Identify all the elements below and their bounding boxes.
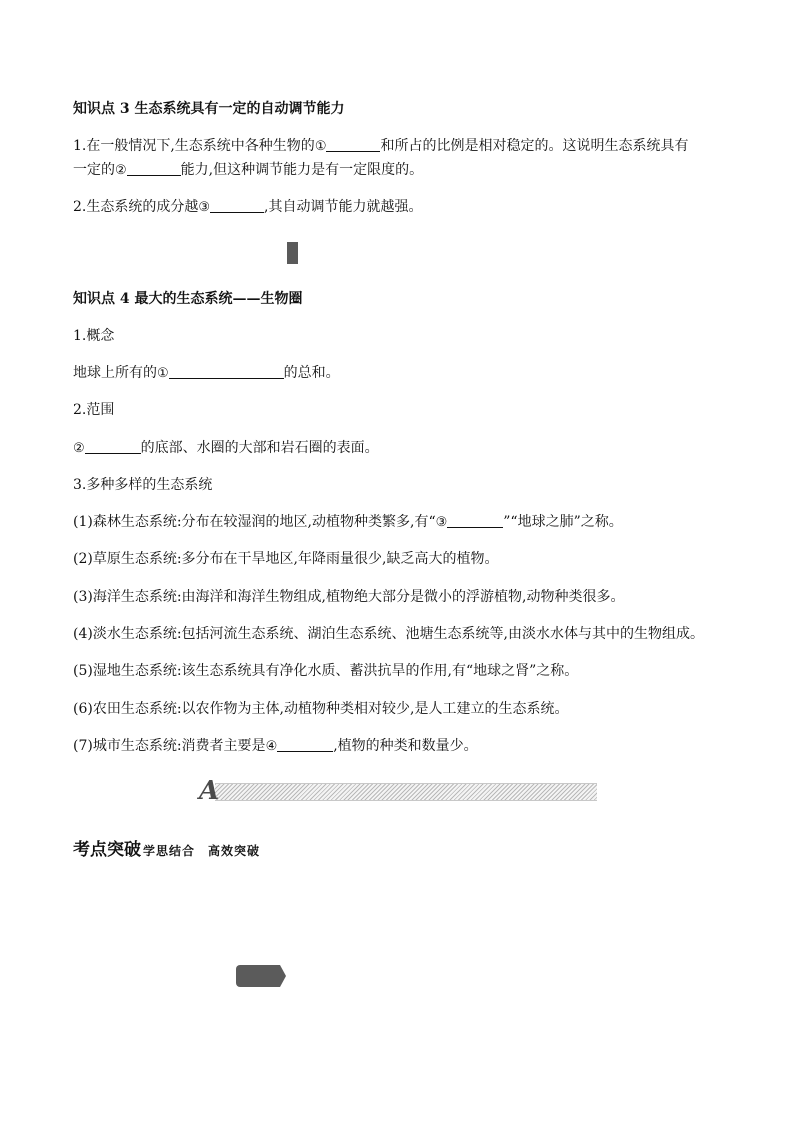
answer-blank[interactable]	[85, 439, 141, 454]
kp4-type-grassland: (2)草原生态系统:多分布在干旱地区,年降雨量很少,缺乏高大的植物。	[73, 551, 499, 567]
type-city-text-b: ,植物的种类和数量少。	[333, 738, 478, 754]
section-subtitle: 学思结合 高效突破	[143, 844, 261, 858]
blank-marker: ②	[73, 441, 85, 456]
kp3-item1-line2	[73, 161, 423, 180]
kp4-type-forest	[73, 513, 623, 532]
blank-marker: ③	[198, 200, 211, 215]
kp4-range-text-b: 的底部、水圈的大部和岩石圈的表面。	[140, 440, 379, 456]
kp4-range-text	[73, 439, 379, 458]
blank-marker: ②	[115, 163, 127, 178]
kp4-type-ocean: (3)海洋生态系统:由海洋和海洋生物组成,植物绝大部分是微小的浮游植物,动物种类很多。	[73, 589, 625, 605]
kp3-item1-line1	[73, 137, 688, 156]
kp3-item2-text-a: 2.生态系统的成分越	[73, 199, 199, 215]
kp3-item2	[73, 198, 422, 217]
type-forest-text-a: (1)森林生态系统:分布在较湿润的地区,动植物种类繁多,有“	[73, 514, 436, 530]
answer-blank[interactable]	[127, 161, 181, 176]
kp4-concept-text	[73, 364, 340, 383]
answer-blank[interactable]	[447, 513, 503, 528]
kp3-item1-text-b: 和所占的比例是相对稳定的。这说明生态系统具有	[380, 138, 689, 154]
answer-blank[interactable]	[277, 737, 333, 752]
kp4-type-freshwater: (4)淡水生态系统:包括河流生态系统、湖泊生态系统、池塘生态系统等,由淡水水体与其中的生物组成。	[73, 626, 704, 642]
type-city-text-a: (7)城市生态系统:消费者主要是	[73, 738, 266, 754]
kp4-type-farmland: (6)农田生态系统:以农作物为主体,动植物种类相对较少,是人工建立的生态系统。	[73, 701, 569, 717]
kp4-concept-text-b: 的总和。	[283, 365, 340, 381]
kp4-types-heading: 3.多种多样的生态系统	[73, 477, 213, 493]
section-a-banner	[199, 776, 597, 806]
banner-letter: A	[199, 776, 220, 806]
kp4-concept-text-a: 地球上所有的	[73, 365, 157, 381]
kp4-range-heading: 2.范围	[73, 402, 115, 418]
blank-marker: ④	[265, 739, 278, 754]
blank-marker: ①	[157, 366, 169, 381]
kp4-type-wetland: (5)湿地生态系统:该生态系统具有净化水质、蓄洪抗旱的作用,有“地球之肾”之称。	[73, 663, 579, 679]
kp3-item2-text-b: ,其自动调节能力就越强。	[264, 199, 423, 215]
section-heading	[73, 835, 260, 860]
kp3-title: 知识点 3 生态系统具有一定的自动调节能力	[73, 101, 345, 117]
section-title: 考点突破	[73, 840, 141, 860]
banner-stripe	[215, 783, 597, 801]
blank-marker: ③	[435, 515, 448, 530]
kp4-concept-heading: 1.概念	[73, 328, 115, 344]
blank-marker: ①	[314, 139, 327, 154]
answer-blank[interactable]	[169, 364, 284, 379]
answer-blank[interactable]	[210, 198, 264, 213]
tab-label-shape	[236, 965, 286, 987]
kp3-item1-text-d: 能力,但这种调节能力是有一定限度的。	[180, 162, 424, 178]
type-forest-text-b: ”“地球之肺”之称。	[503, 514, 623, 530]
kp3-item1-text-a: 1.在一般情况下,生态系统中各种生物的	[73, 138, 315, 154]
answer-blank[interactable]	[326, 137, 380, 152]
kp3-item1-text-c: 一定的	[73, 162, 115, 178]
kp4-title: 知识点 4 最大的生态系统——生物圈	[73, 291, 303, 307]
square-marker-icon	[287, 242, 298, 264]
kp4-type-city	[73, 737, 478, 756]
